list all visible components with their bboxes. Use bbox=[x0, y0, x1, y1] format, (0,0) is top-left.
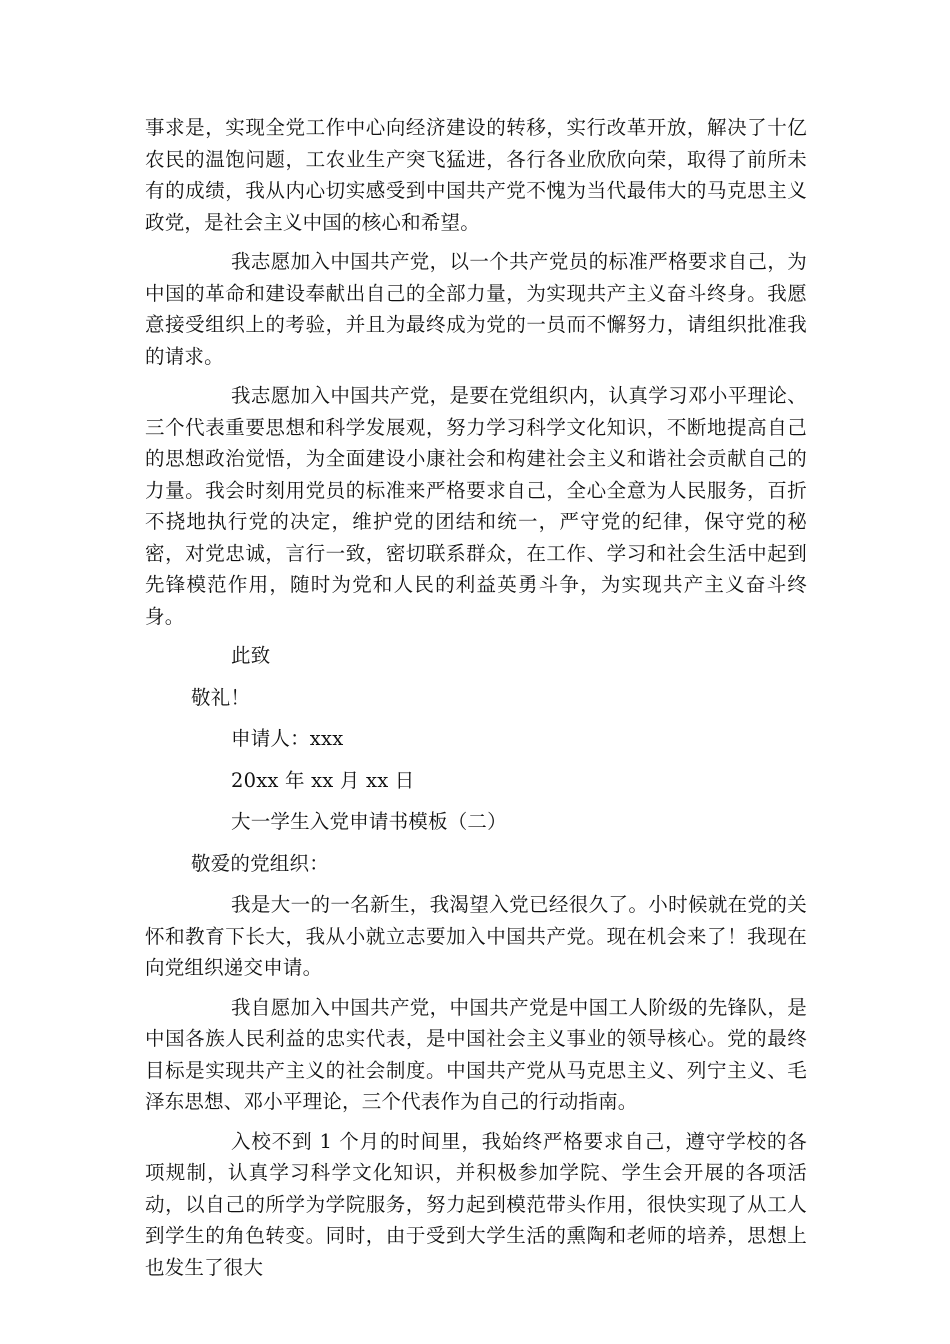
salute-line: 敬礼！ bbox=[191, 685, 251, 709]
paragraph-1: 事求是，实现全党工作中心向经济建设的转移，实行改革开放，解决了十亿农民的温饱问题，工农业生产突飞猛进，各行各业欣欣向荣，取得了前所未有的成绩，我从内心切实感受到中国共产党不愧为当代最伟大的马克思主义政党，是社会主义中国的核心和希望。 bbox=[145, 116, 807, 234]
document-body bbox=[145, 112, 807, 1291]
paragraph-3: 我志愿加入中国共产党，是要在党组织内，认真学习邓小平理论、三个代表重要思想和科学发展观，努力学习科学文化知识，不断地提高自己的思想政治觉悟，为全面建设小康社会和构建社会主义和谐社会贡献自己的力量。我会时刻用党员的标准来严格要求自己，全心全意为人民服务，百折不挠地执行党的决定，维护党的团结和统一，严守党的纪律，保守党的秘密，对党忠诚，言行一致，密切联系群众，在工作、学习和社会生活中起到先锋模范作用，随时为党和人民的利益英勇斗争，为实现共产主义奋斗终身。 bbox=[145, 384, 807, 628]
paragraph-2: 我志愿加入中国共产党，以一个共产党员的标准严格要求自己，为中国的革命和建设奉献出自己的全部力量，为实现共产主义奋斗终身。我愿意接受组织上的考验，并且为最终成为党的一员而不懈努力，请组织批准我的请求。 bbox=[145, 250, 807, 368]
paragraph-5: 我自愿加入中国共产党，中国共产党是中国工人阶级的先锋队，是中国各族人民利益的忠实代表，是中国社会主义事业的领导核心。党的最终目标是实现共产主义的社会制度。中国共产党从马克思主义、列宁主义、毛泽东思想、邓小平理论，三个代表作为自己的行动指南。 bbox=[145, 995, 807, 1113]
paragraph-6: 入校不到 1 个月的时间里，我始终严格要求自己，遵守学校的各项规制，认真学习科学文化知识，并积极参加学院、学生会开展的各项活动，以自己的所学为学院服务，努力起到模范带头作用，很快实现了从工人到学生的角色转变。同时，由于受到大学生活的熏陶和老师的培养，思想上也发生了很大 bbox=[145, 1129, 807, 1279]
closing-line: 此致 bbox=[231, 644, 271, 667]
template-title: 大一学生入党申请书模板（二） bbox=[231, 810, 507, 833]
applicant-line: 申请人：xxx bbox=[231, 727, 344, 750]
greeting-line: 敬爱的党组织： bbox=[191, 851, 329, 875]
date-line: 20xx 年 xx 月 xx 日 bbox=[231, 768, 415, 792]
paragraph-4: 我是大一的一名新生，我渴望入党已经很久了。小时候就在党的关怀和教育下长大，我从小就立志要加入中国共产党。现在机会来了！我现在向党组织递交申请。 bbox=[145, 893, 807, 979]
